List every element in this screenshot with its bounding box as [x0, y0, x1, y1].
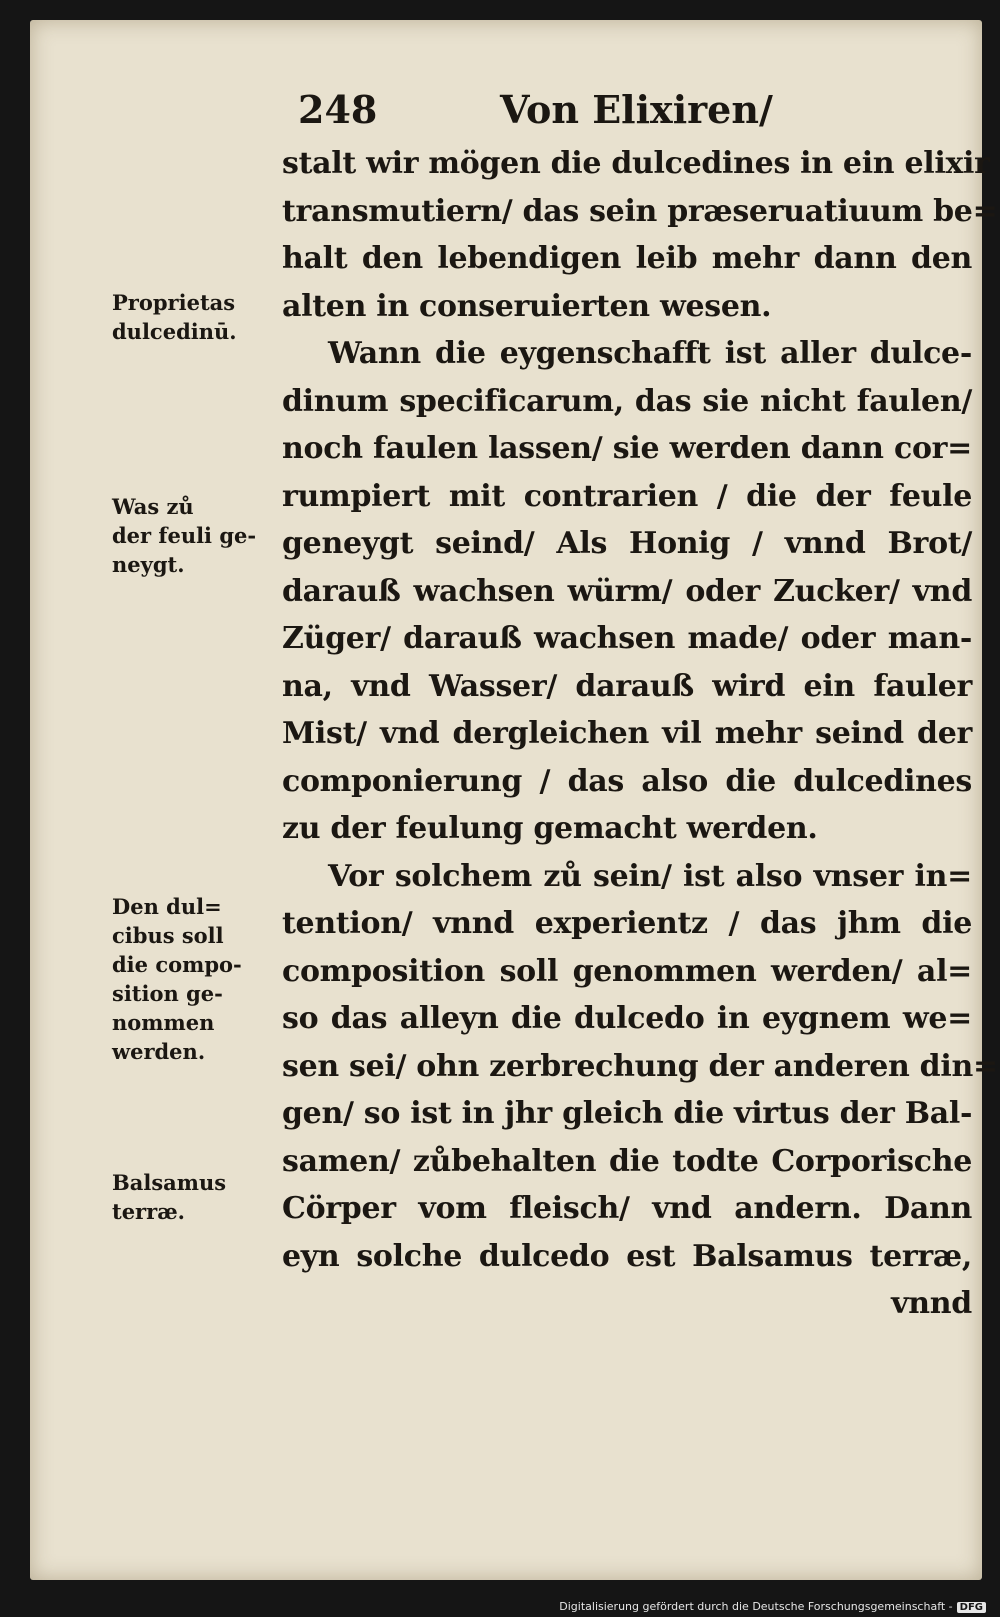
text-line: stalt wir mögen die dulcedines in ein elixir: [282, 146, 990, 181]
book-page: [30, 20, 998, 1580]
text-line: geneygt seind/ Als Honig / vnnd Brot/: [282, 526, 972, 561]
margin-note-line: nommen: [112, 1010, 215, 1035]
text-line: Vor solchem zů sein/ ist also vnser in=: [328, 858, 972, 894]
margin-note-line: terræ.: [112, 1199, 185, 1224]
margin-note-dulcibus: [112, 892, 262, 1066]
margin-note-line: Was zů: [112, 494, 194, 519]
text-line: halt den lebendigen leib mehr dann den: [282, 241, 972, 276]
page-header: [30, 80, 982, 140]
text-line: tention/ vnnd experientz / das jhm die: [282, 906, 972, 941]
dfg-logo: DFG: [957, 1602, 986, 1613]
catchword: vnnd: [891, 1286, 972, 1321]
text-line: samen/ zůbehalten die todte Corporische: [282, 1143, 972, 1179]
margin-note-line: werden.: [112, 1039, 206, 1064]
text-line: darauß wachsen würm/ oder Zucker/ vnd: [282, 573, 972, 609]
text-line: dinum specificarum, das sie nicht faulen/: [282, 383, 972, 419]
text-line: noch faulen lassen/ sie werden dann cor=: [282, 431, 972, 466]
text-line: Mist/ vnd dergleichen vil mehr seind der: [282, 716, 972, 751]
text-line: eyn solche dulcedo est Balsamus terræ,: [282, 1238, 972, 1274]
text-line: componierung / das also die dulcedines: [282, 763, 972, 799]
text-line: Züger/ darauß wachsen made/ oder man-: [282, 621, 972, 656]
main-text: [282, 140, 998, 1328]
margin-note-proprietas: [112, 288, 262, 346]
margin-note-line: sition ge-: [112, 981, 223, 1006]
running-title: Von Elixiren/: [500, 87, 773, 132]
margin-note-line: der feuli ge-: [112, 523, 257, 548]
margin-note-line: Balsamus: [112, 1170, 227, 1195]
text-line: gen/ so ist in jhr gleich die virtus der Bal-: [282, 1096, 973, 1131]
credit-text: Digitalisierung gefördert durch die Deutsche Forschungsgemeinschaft -: [559, 1600, 953, 1613]
margin-note-feuli: [112, 492, 262, 579]
text-line: alten in conseruierten wesen.: [282, 288, 772, 324]
text-line: so das alleyn die dulcedo in eygnem we=: [282, 1001, 972, 1036]
margin-note-line: dulcedinū.: [112, 319, 237, 344]
text-line: Cörper vom fleisch/ vnd andern. Dann: [282, 1191, 972, 1226]
margin-note-line: cibus soll: [112, 923, 224, 948]
margin-note-line: Proprietas: [112, 290, 236, 315]
margin-note-line: die compo-: [112, 952, 242, 977]
text-line: na, vnd Wasser/ darauß wird ein fauler: [282, 668, 972, 704]
margin-note-balsamus: [112, 1168, 262, 1226]
text-line: sen sei/ ohn zerbrechung der anderen din=: [282, 1048, 998, 1084]
margin-note-line: Den dul=: [112, 894, 222, 919]
text-line: transmutiern/ das sein præseruatiuum be=: [282, 193, 998, 229]
text-line: rumpiert mit contrarien / die der feule: [282, 478, 972, 514]
text-line: composition soll genommen werden/ al=: [282, 953, 972, 989]
page-number: 248: [298, 87, 378, 132]
digitization-credit: [559, 1600, 986, 1613]
text-line: zu der feulung gemacht werden.: [282, 811, 818, 846]
text-line: Wann die eygenschafft ist aller dulce-: [328, 336, 972, 371]
margin-note-line: neygt.: [112, 552, 185, 577]
